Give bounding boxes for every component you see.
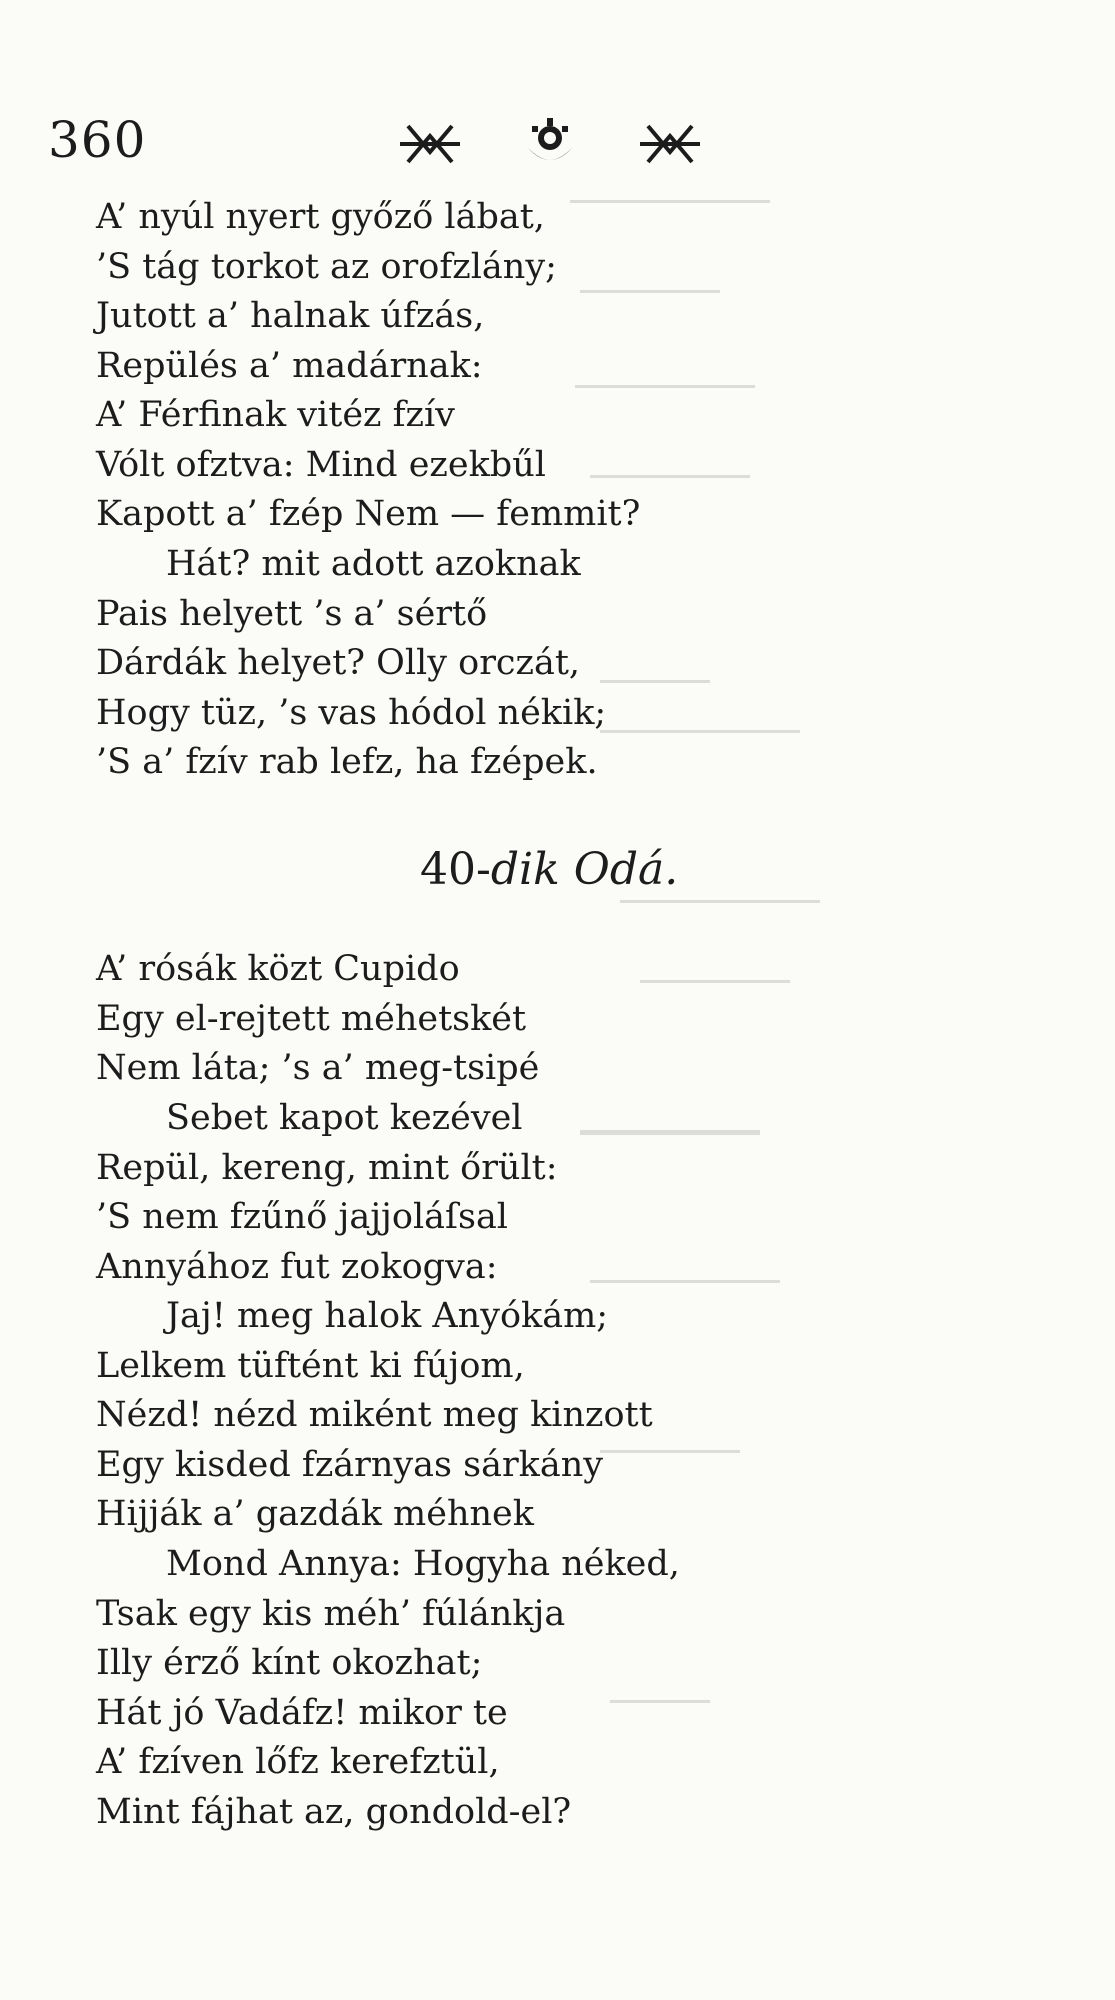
ode-heading-text: dik Odá. bbox=[490, 844, 679, 895]
verse-line: Egy kisded fzárnyas sárkány bbox=[96, 1444, 604, 1485]
page-number: 360 bbox=[48, 111, 147, 169]
verse-line: Vólt ofztva: Mind ezekbűl bbox=[96, 444, 546, 485]
ode-stanza-3 bbox=[96, 1292, 653, 1540]
verse-line: Tsak egy kis méh’ fúlánkja bbox=[96, 1593, 566, 1634]
verse-line: Nem láta; ’s a’ meg-tsipé bbox=[96, 1048, 540, 1088]
ode-heading-number: 40- bbox=[420, 844, 491, 895]
lattice-ornament-icon bbox=[640, 126, 700, 162]
verse-line: Lelkem tüftént ki fújom, bbox=[96, 1345, 525, 1386]
verse-line: Jaj! meg halok Anyókám; bbox=[166, 1296, 609, 1336]
verse-line: Hijják a’ gazdák méhnek bbox=[96, 1494, 534, 1534]
verse-line: Sebet kapot kezével bbox=[166, 1098, 523, 1138]
lattice-ornament-icon bbox=[400, 126, 460, 162]
ode-stanza-1 bbox=[96, 945, 539, 1094]
header-ornament bbox=[400, 116, 700, 172]
verse-line: Nézd! nézd miként meg kinzott bbox=[96, 1395, 653, 1435]
flower-ornament-icon bbox=[528, 118, 572, 160]
ode-stanza-4 bbox=[96, 1540, 680, 1837]
verse-line: A’ nyúl nyert győző lábat, bbox=[96, 197, 545, 237]
verse-line: Repülés a’ madárnak: bbox=[96, 345, 483, 386]
verse-line: Hát? mit adott azoknak bbox=[166, 544, 581, 584]
verse-line: Mond Annya: Hogyha néked, bbox=[166, 1544, 680, 1584]
verse-line: Hogy tüz, ’s vas hódol nékik; bbox=[96, 692, 607, 733]
verse-line: ’S nem fzűnő jajjoláſsal bbox=[96, 1197, 509, 1237]
verse-line: Hát jó Vadáfz! mikor te bbox=[96, 1692, 508, 1733]
verse-line: Egy el-rejtett méhetskét bbox=[96, 998, 527, 1039]
verse-line: ’S tág torkot az orofzlány; bbox=[96, 246, 557, 287]
poem-end-stanza-2 bbox=[96, 540, 606, 788]
verse-line: Mint fájhat az, gondold-el? bbox=[96, 1791, 572, 1832]
page-header bbox=[0, 110, 1115, 180]
verse-line: Dárdák helyet? Olly orczát, bbox=[96, 643, 581, 683]
verse-line: Pais helyett ’s a’ sértő bbox=[96, 593, 488, 634]
verse-line: Jutott a’ halnak úfzás, bbox=[96, 296, 485, 336]
verse-line: A’ rósák közt Cupido bbox=[96, 949, 460, 989]
ode-heading bbox=[420, 840, 678, 900]
verse-line: Repül, kereng, mint őrült: bbox=[96, 1147, 558, 1188]
verse-line: A’ Férfinak vitéz fzív bbox=[96, 395, 455, 435]
verse-line: A’ fzíven lőfz kerefztül, bbox=[96, 1742, 500, 1782]
verse-line: Illy érző kínt okozhat; bbox=[96, 1643, 483, 1683]
poem-end-stanza-1 bbox=[96, 193, 640, 540]
verse-line: Kapott a’ fzép Nem — femmit? bbox=[96, 494, 641, 534]
verse-line: Annyához fut zokogva: bbox=[96, 1246, 498, 1287]
verse-line: ’S a’ fzív rab lefz, ha fzépek. bbox=[96, 742, 598, 782]
ode-stanza-2 bbox=[96, 1094, 558, 1292]
